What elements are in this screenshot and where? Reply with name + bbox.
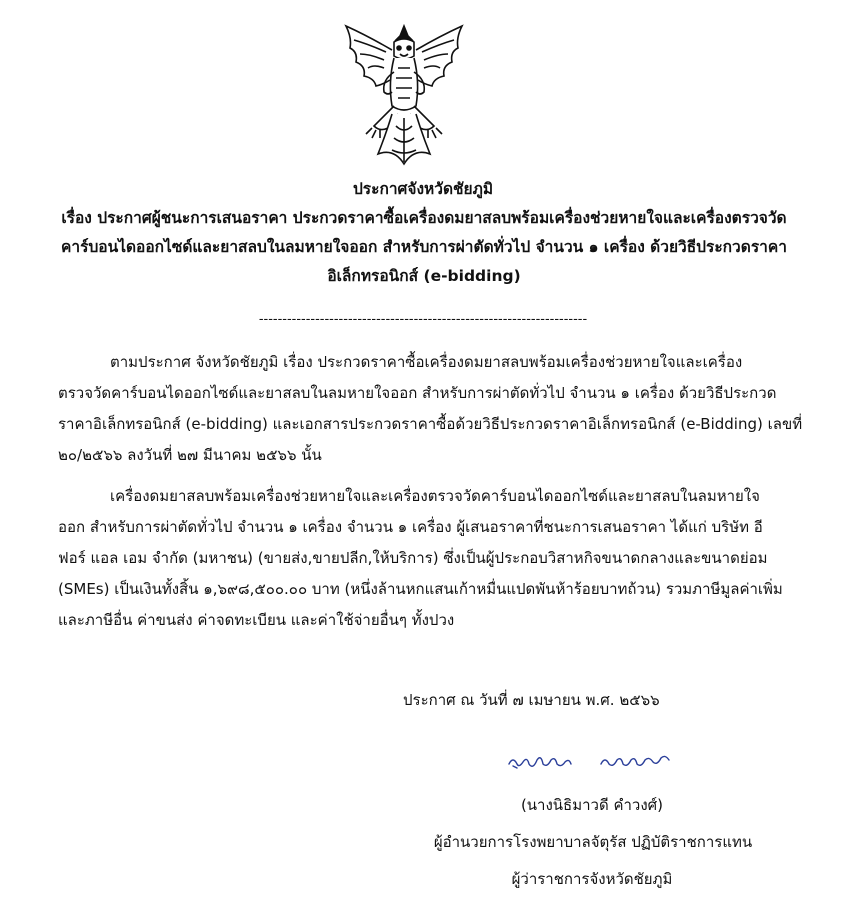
separator-line: ---------------------------------------------------------------------- — [258, 312, 588, 327]
subject-block — [24, 204, 824, 291]
paragraph2-line-3: ฟอร์ แอล เอม จำกัด (มหาชน) (ขายส่ง,ขายปลีก,ให้บริการ) ซึ่งเป็นผู้ประกอบวิสาหกิจขนาดกลางและขนาดย่อม — [58, 549, 768, 567]
signer-name: (นางนิธิมาวดี คำวงศ์) — [520, 796, 664, 814]
agency-title: ประกาศจังหวัดชัยภูมิ — [352, 180, 494, 198]
subject-line-3: อิเล็กทรอนิกส์ (e-bidding) — [327, 267, 521, 285]
signer-position-2: ผู้ว่าราชการจังหวัดชัยภูมิ — [511, 870, 673, 888]
paragraph1-line-1: ตามประกาศ จังหวัดชัยภูมิ เรื่อง ประกวดราคาซื้อเครื่องดมยาสลบพร้อมเครื่องช่วยหายใจและเครื่อง — [110, 353, 743, 371]
paragraph1-line-4: ๒๐/๒๕๖๖ ลงวันที่ ๒๗ มีนาคม ๒๕๖๖ นั้น — [58, 446, 322, 464]
paragraph1-line-3: ราคาอิเล็กทรอนิกส์ (e-bidding) และเอกสารประกวดราคาซื้อด้วยวิธีประกวดราคาอิเล็กทรอนิกส์ (e-Bidding) เลขที่ — [58, 415, 803, 433]
subject-line-1: เรื่อง ประกาศผู้ชนะการเสนอราคา ประกวดราคาซื้อเครื่องดมยาสลบพร้อมเครื่องช่วยหายใจและเครื่องตรวจวัด — [61, 209, 787, 227]
paragraph2-line-2: ออก สำหรับการผ่าตัดทั่วไป จำนวน ๑ เครื่อง จำนวน ๑ เครื่อง ผู้เสนอราคาที่ชนะการเสนอราคา ได้แก่ บริษัท อี — [58, 518, 763, 536]
paragraph1-line-2: ตรวจวัดคาร์บอนไดออกไซด์และยาสลบในลมหายใจออก สำหรับการผ่าตัดทั่วไป จำนวน ๑ เครื่อง ด้วยวิธีประกวด — [58, 384, 777, 402]
garuda-emblem-icon — [338, 22, 470, 172]
signer-position-1: ผู้อำนวยการโรงพยาบาลจัตุรัส ปฏิบัติราชการแทน — [433, 833, 753, 851]
handwritten-signature — [505, 748, 675, 774]
paragraph2-line-5: และภาษีอื่น ค่าขนส่ง ค่าจดทะเบียน และค่าใช้จ่ายอื่นๆ ทั้งปวง — [58, 611, 455, 629]
subject-line-2: คาร์บอนไดออกไซด์และยาสลบในลมหายใจออก สำหรับการผ่าตัดทั่วไป จำนวน ๑ เครื่อง ด้วยวิธีประกวดราคา — [61, 238, 787, 256]
paragraph2-line-4: (SMEs) เป็นเงินทั้งสิ้น ๑,๖๙๘,๕๐๐.๐๐ บาท (หนึ่งล้านหกแสนเก้าหมื่นแปดพันห้าร้อยบาทถ้วน) รวมภาษีมูลค่าเพิ่ม — [58, 580, 783, 598]
paragraph2-line-1: เครื่องดมยาสลบพร้อมเครื่องช่วยหายใจและเครื่องตรวจวัดคาร์บอนไดออกไซด์และยาสลบในลมหายใจ — [110, 487, 760, 505]
announcement-date: ประกาศ ณ วันที่ ๗ เมษายน พ.ศ. ๒๕๖๖ — [403, 691, 660, 709]
